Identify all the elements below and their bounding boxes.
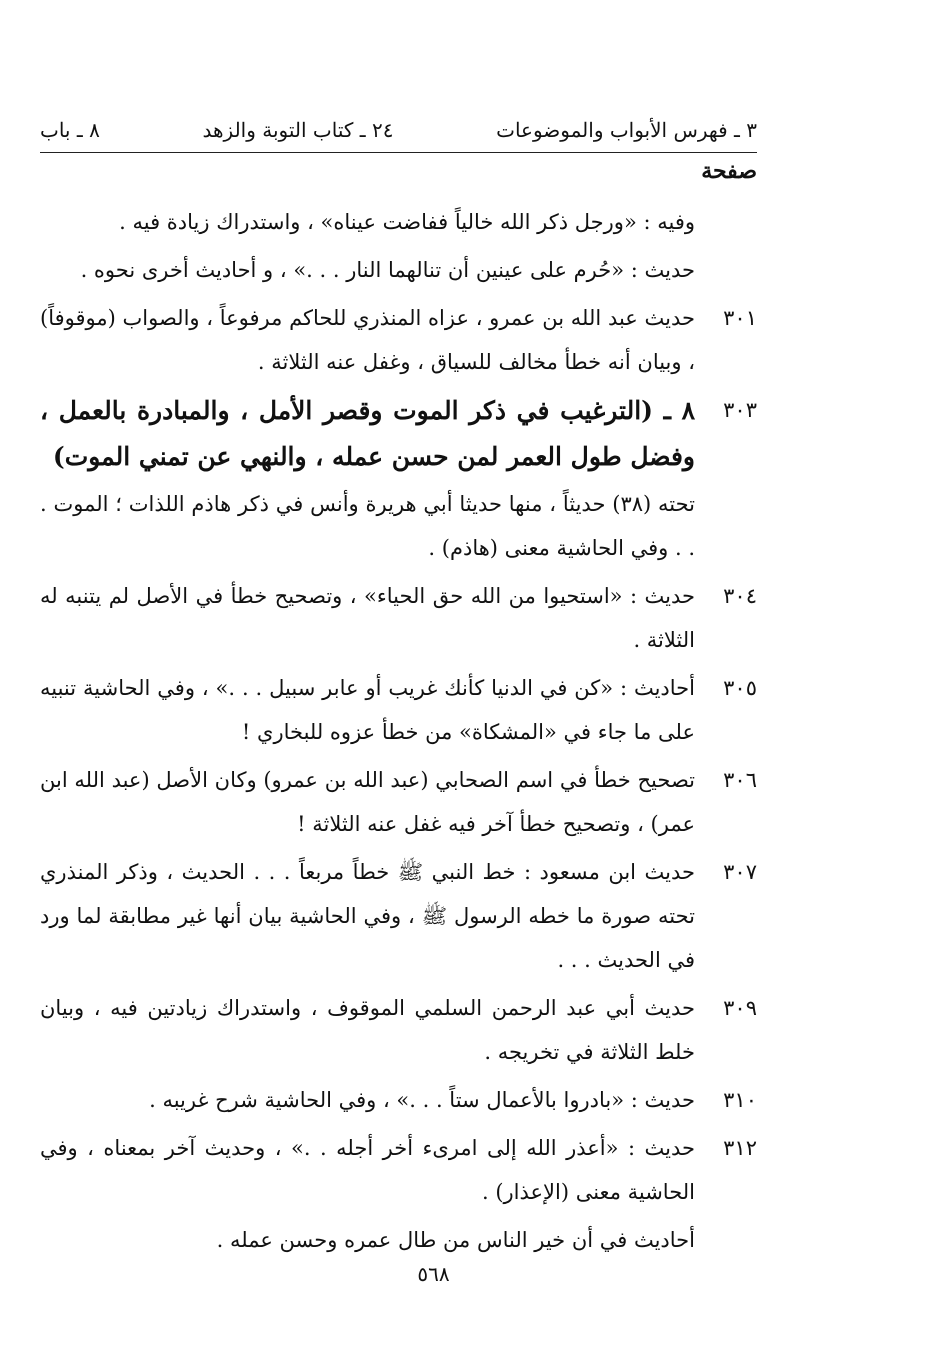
entry-text: حديث عبد الله بن عمرو ، عزاه المنذري للحاكم مرفوعاً ، والصواب (موقوفاً) ، وبيان أنه خطأ مخالف للسياق ، وغفل عنه الثلاثة . [40,306,695,374]
entry-text: حديث : «استحيوا من الله حق الحياء» ، وتصحيح خطأ في الأصل لم يتنبه له الثلاثة . [40,584,695,652]
entry-page-number: ٣٠٧ [723,860,757,884]
index-entry [40,1218,757,1262]
index-entry [40,574,757,662]
header-chapter-label: ٨ ـ باب [40,118,100,142]
index-entry [40,850,757,982]
page-column-label: صفحة [701,158,757,184]
index-entry [40,666,757,754]
entry-page-number: ٣٠٦ [723,768,757,792]
entry-text: حديث : «بادروا بالأعمال ستاً . . .» ، وفي الحاشية شرح غريبه . [149,1088,695,1112]
entry-page-number: ٣٠٣ [723,398,757,422]
index-entries [40,200,757,1266]
entry-text: حديث ابن مسعود : خط النبي ﷺ خطاً مربعاً . . . الحديث ، وذكر المنذري تحته صورة ما خطه الرسول ﷺ ، وفي الحاشية بيان أنها غير مطابقة لما ورد في الحديث . . . [40,860,695,972]
header-rule [40,152,757,153]
entry-text: حديث : «أعذر الله إلى امرىء أخر أجله . .» ، وحديث آخر بمعناه ، وفي الحاشية معنى (الإعذار) . [40,1136,695,1204]
index-entry [40,296,757,384]
entry-page-number: ٣١٠ [723,1088,757,1112]
header-section-title: ٣ ـ فهرس الأبواب والموضوعات [496,118,757,142]
entry-text: أحاديث : «كن في الدنيا كأنك غريب أو عابر سبيل . . .» ، وفي الحاشية تنبيه على ما جاء في «المشكاة» من خطأ عزوه للبخاري ! [40,676,695,744]
index-entry [40,758,757,846]
index-entry [40,1078,757,1122]
entry-text: وفيه : «ورجل ذكر الله خالياً ففاضت عيناه» ، واستدراك زيادة فيه . [119,210,695,234]
entry-page-number: ٣٠١ [723,306,757,330]
entry-text: حديث أبي عبد الرحمن السلمي الموقوف ، واستدراك زيادتين فيه ، وبيان خلط الثلاثة في تخريجه . [40,996,695,1064]
entry-page-number: ٣١٢ [723,1136,757,1160]
index-entry [40,248,757,292]
chapter-heading-entry [40,388,757,480]
index-entry [40,986,757,1074]
page-number: ٥٦٨ [417,1262,450,1286]
chapter-heading-text: ٨ ـ (الترغيب في ذكر الموت وقصر الأمل ، والمبادرة بالعمل ، وفضل طول العمر لمن حسن عمله ، والنهي عن تمني الموت) [40,396,695,471]
running-header [40,113,757,147]
entry-page-number: ٣٠٤ [723,584,757,608]
entry-page-number: ٣٠٩ [723,996,757,1020]
index-entry [40,482,757,570]
entry-text: أحاديث في أن خير الناس من طال عمره وحسن عمله . [216,1228,695,1252]
entry-text: تحته (٣٨) حديثاً ، منها حديثا أبي هريرة وأنس في ذكر هاذم اللذات ؛ الموت . . . وفي الحاشية معنى (هاذم) . [40,492,695,560]
index-entry [40,200,757,244]
entry-page-number: ٣٠٥ [723,676,757,700]
index-entry [40,1126,757,1214]
header-book-title: ٢٤ ـ كتاب التوبة والزهد [202,118,394,142]
entry-text: حديث : «حُرم على عينين أن تنالهما النار . . .» ، و أحاديث أخرى نحوه . [80,258,695,282]
entry-text: تصحيح خطأ في اسم الصحابي (عبد الله بن عمرو) وكان الأصل (عبد الله ابن عمر) ، وتصحيح خطأ آخر فيه غفل عنه الثلاثة ! [40,768,695,836]
